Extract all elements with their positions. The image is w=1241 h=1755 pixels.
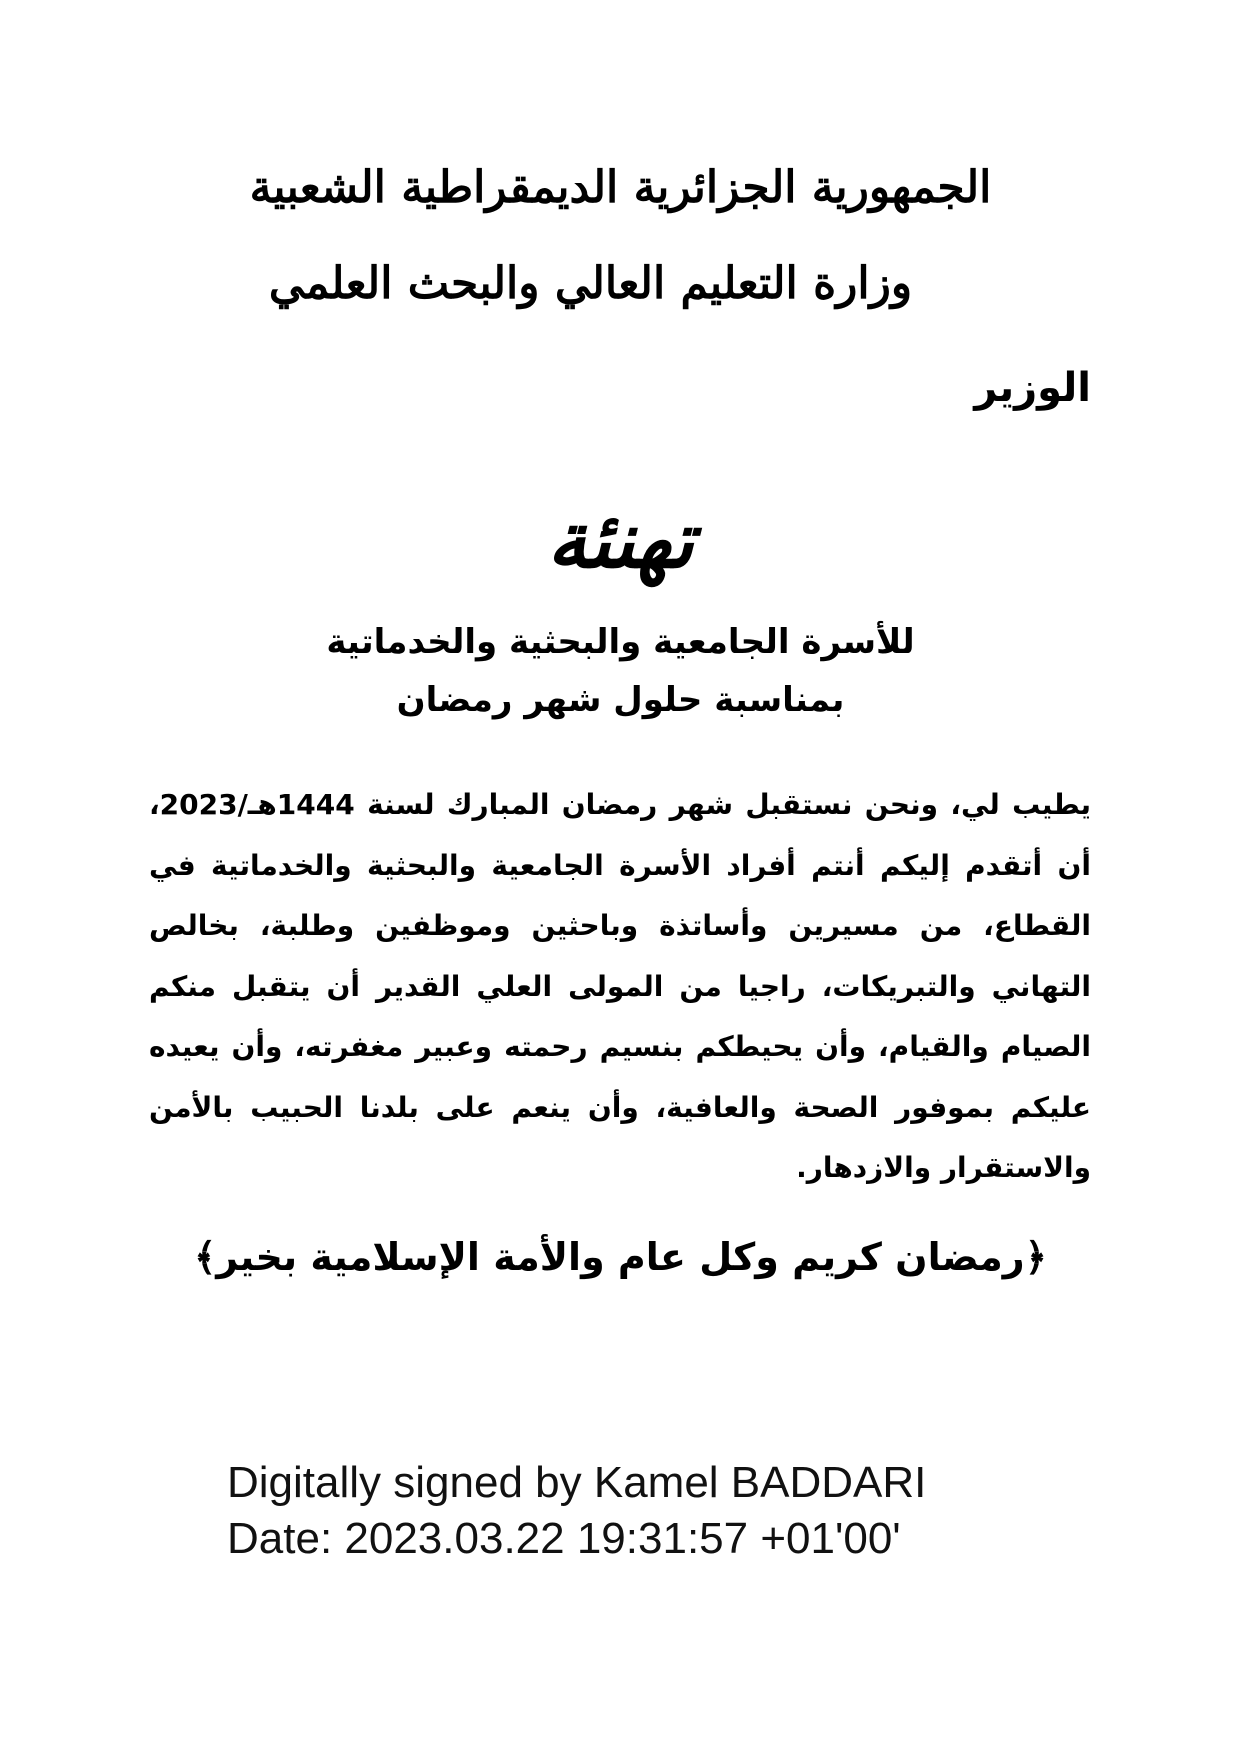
digital-signature-name: Digitally signed by Kamel BADDARI xyxy=(227,1458,927,1507)
republic-header: الجمهورية الجزائرية الديمقراطية الشعبية xyxy=(249,162,992,213)
ministry-header: وزارة التعليم العالي والبحث العلمي xyxy=(268,258,913,309)
subtitle-line-2: بمناسبة حلول شهر رمضان xyxy=(396,680,845,720)
closing-line: ﴿رمضان كريم وكل عام والأمة الإسلامية بخير﴾ xyxy=(194,1235,1047,1279)
digital-signature-date: Date: 2023.03.22 19:31:57 +01'00' xyxy=(227,1514,901,1563)
subtitle-line-1: للأسرة الجامعية والبحثية والخدماتية xyxy=(326,622,915,662)
minister-label: الوزير xyxy=(974,365,1091,411)
congratulations-title: تهنئة xyxy=(547,495,694,586)
message-body: يطيب لي، ونحن نستقبل شهر رمضان المبارك لسنة 1444هـ/2023، أن أتقدم إليكم أنتم أفراد الأسرة الجامعية والبحثية والخدماتية في القطاع، من مسيرين وأساتذة وباحثين وموظفين وطلبة، بخالص التهاني والتبريكات، راجيا من المولى العلي القدير أن يتقبل منكم الصيام والقيام، وأن يحيطكم بنسيم رحمته وعبير مغفرته، وأن يعيده عليكم بموفور الصحة والعافية، وأن ينعم على بلدنا الحبيب بالأمن والاستقرار والازدهار. xyxy=(149,788,1091,1184)
